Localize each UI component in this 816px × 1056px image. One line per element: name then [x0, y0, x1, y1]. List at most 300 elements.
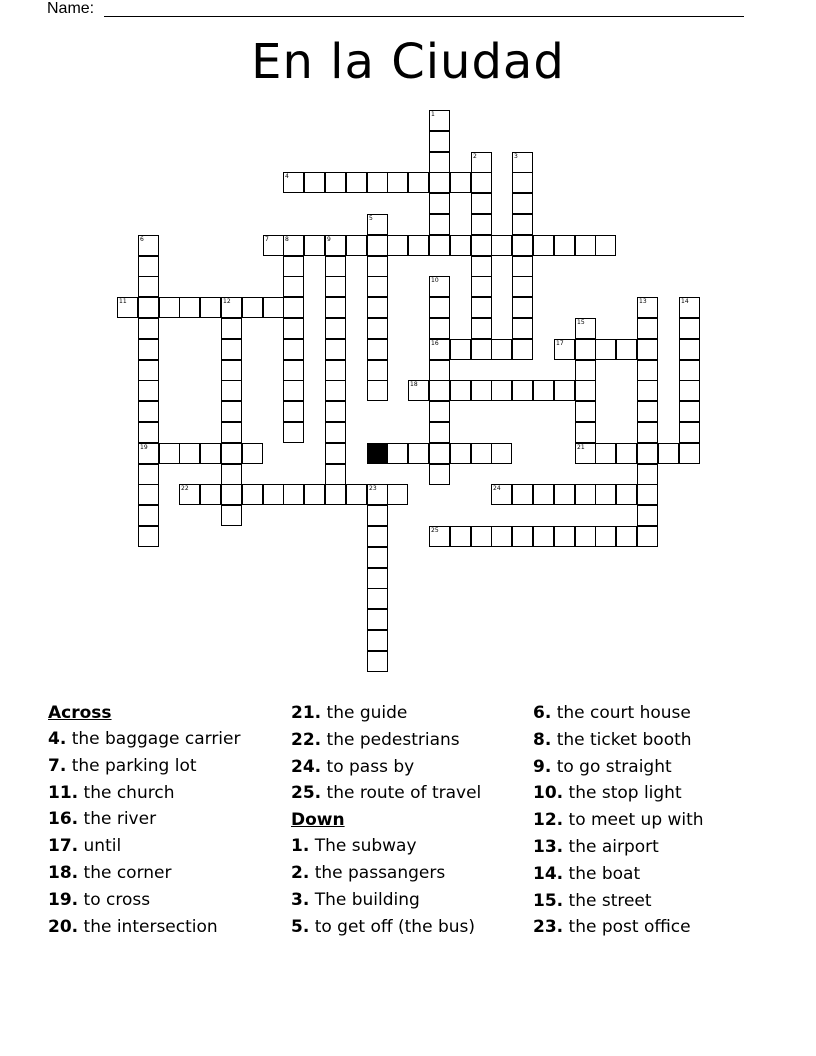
grid-cell[interactable] [221, 318, 242, 339]
clue-text: the church [78, 782, 175, 803]
grid-cell[interactable] [512, 297, 533, 318]
grid-cell[interactable] [429, 526, 450, 547]
grid-cell[interactable] [616, 339, 637, 360]
grid-cell[interactable] [471, 443, 492, 464]
clues-column-2 [291, 700, 526, 940]
grid-cell[interactable] [637, 526, 658, 547]
clue-item [533, 780, 793, 807]
grid-cell[interactable] [138, 443, 159, 464]
grid-cell[interactable] [533, 380, 554, 401]
grid-cell[interactable] [325, 360, 346, 381]
grid-cell[interactable] [283, 256, 304, 277]
grid-cell[interactable] [575, 443, 596, 464]
grid-cell[interactable] [138, 339, 159, 360]
name-label: Name: [47, 0, 95, 17]
grid-cell[interactable] [367, 339, 388, 360]
grid-cell[interactable] [429, 214, 450, 235]
grid-cell[interactable] [491, 380, 512, 401]
clue-item [533, 727, 793, 754]
clue-number: 16 [431, 340, 439, 347]
grid-cell[interactable] [138, 401, 159, 422]
clue-item [533, 888, 793, 915]
grid-cell[interactable] [658, 443, 679, 464]
grid-cell[interactable] [679, 339, 700, 360]
grid-cell[interactable] [554, 339, 575, 360]
clue-number: 10 [431, 277, 439, 284]
grid-cell[interactable] [367, 256, 388, 277]
grid-cell[interactable] [471, 256, 492, 277]
clue-item [48, 914, 283, 941]
clue-text: the parking lot [66, 755, 197, 776]
grid-cell[interactable] [471, 380, 492, 401]
grid-cell[interactable] [367, 380, 388, 401]
clue-number: 13 [639, 298, 647, 305]
grid-cell[interactable] [491, 526, 512, 547]
clue-text: the pedestrians [321, 729, 460, 750]
clue-item [291, 754, 526, 781]
grid-cell[interactable] [138, 484, 159, 505]
grid-cell[interactable] [138, 526, 159, 547]
grid-cell[interactable] [450, 172, 471, 193]
clues-column-1 [48, 700, 283, 940]
grid-cell[interactable] [159, 297, 180, 318]
grid-cell[interactable] [491, 235, 512, 256]
grid-cell[interactable] [533, 235, 554, 256]
clue-text: to go straight [551, 756, 672, 777]
grid-cell[interactable] [637, 422, 658, 443]
clue-text: to cross [78, 889, 151, 910]
grid-cell[interactable] [179, 484, 200, 505]
grid-cell[interactable] [595, 339, 616, 360]
grid-cell[interactable] [429, 131, 450, 152]
grid-cell[interactable] [429, 193, 450, 214]
grid-cell[interactable] [512, 172, 533, 193]
clue-number: 10. [533, 783, 564, 804]
grid-cell[interactable] [429, 339, 450, 360]
grid-cell[interactable] [367, 360, 388, 381]
grid-cell[interactable] [283, 401, 304, 422]
grid-cell[interactable] [387, 484, 408, 505]
grid-cell[interactable] [471, 276, 492, 297]
clue-number: 20. [48, 916, 79, 937]
clue-item [48, 726, 283, 753]
grid-cell[interactable] [429, 401, 450, 422]
grid-cell[interactable] [471, 235, 492, 256]
grid-cell[interactable] [637, 297, 658, 318]
grid-cell[interactable] [179, 297, 200, 318]
clue-item [291, 700, 526, 727]
clue-item [48, 887, 283, 914]
grid-cell[interactable] [138, 464, 159, 485]
grid-cell[interactable] [304, 484, 325, 505]
clue-number: 23. [533, 917, 564, 938]
grid-cell[interactable] [471, 526, 492, 547]
clue-text: the boat [563, 863, 641, 884]
grid-cell[interactable] [575, 235, 596, 256]
black-cell [367, 443, 388, 464]
grid-cell[interactable] [325, 235, 346, 256]
grid-cell[interactable] [429, 380, 450, 401]
grid-cell[interactable] [429, 464, 450, 485]
clue-number: 17. [48, 836, 79, 857]
grid-cell[interactable] [512, 152, 533, 173]
grid-cell[interactable] [138, 380, 159, 401]
grid-cell[interactable] [637, 505, 658, 526]
grid-cell[interactable] [679, 380, 700, 401]
grid-cell[interactable] [325, 172, 346, 193]
grid-cell[interactable] [138, 297, 159, 318]
clue-number: 9. [533, 756, 552, 777]
clue-text: the river [78, 809, 157, 830]
grid-cell[interactable] [575, 318, 596, 339]
grid-cell[interactable] [283, 422, 304, 443]
clue-number: 15 [577, 319, 585, 326]
grid-cell[interactable] [491, 443, 512, 464]
grid-cell[interactable] [408, 443, 429, 464]
grid-cell[interactable] [367, 505, 388, 526]
grid-cell[interactable] [408, 172, 429, 193]
clue-text: the stop light [563, 783, 682, 804]
clue-text: the corner [78, 862, 172, 883]
clue-number: 8. [533, 729, 552, 750]
grid-cell[interactable] [159, 443, 180, 464]
grid-cell[interactable] [512, 339, 533, 360]
grid-cell[interactable] [263, 235, 284, 256]
grid-cell[interactable] [616, 443, 637, 464]
clue-number: 11 [119, 298, 127, 305]
clue-item [533, 807, 793, 834]
grid-cell[interactable] [242, 297, 263, 318]
clue-number: 20 [369, 444, 377, 451]
grid-cell[interactable] [367, 526, 388, 547]
grid-cell[interactable] [429, 235, 450, 256]
clue-number: 3. [291, 889, 310, 910]
clue-item [291, 860, 526, 887]
grid-cell[interactable] [221, 484, 242, 505]
grid-cell[interactable] [325, 443, 346, 464]
grid-cell[interactable] [200, 443, 221, 464]
grid-cell[interactable] [242, 443, 263, 464]
grid-cell[interactable] [679, 297, 700, 318]
clue-number: 13. [533, 836, 564, 857]
clue-text: the baggage carrier [66, 729, 241, 749]
grid-cell[interactable] [325, 401, 346, 422]
clue-number: 3 [514, 153, 518, 160]
grid-cell[interactable] [512, 276, 533, 297]
grid-cell[interactable] [200, 484, 221, 505]
grid-cell[interactable] [554, 235, 575, 256]
grid-cell[interactable] [221, 401, 242, 422]
clue-item [291, 914, 526, 941]
grid-cell[interactable] [387, 172, 408, 193]
grid-cell[interactable] [575, 526, 596, 547]
grid-cell[interactable] [221, 339, 242, 360]
grid-cell[interactable] [367, 276, 388, 297]
clue-text: the intersection [78, 916, 218, 937]
grid-cell[interactable] [367, 651, 388, 672]
grid-cell[interactable] [117, 297, 138, 318]
grid-cell[interactable] [637, 401, 658, 422]
grid-cell[interactable] [554, 526, 575, 547]
clue-number: 1. [291, 836, 310, 857]
clue-number: 6. [533, 703, 552, 723]
clue-text: the post office [563, 917, 691, 938]
puzzle-title: En la Ciudad [251, 34, 565, 90]
grid-cell[interactable] [221, 464, 242, 485]
grid-cell[interactable] [679, 422, 700, 443]
grid-cell[interactable] [138, 318, 159, 339]
clue-item [48, 833, 283, 860]
clue-number: 7 [265, 236, 269, 243]
grid-cell[interactable] [450, 339, 471, 360]
grid-cell[interactable] [429, 152, 450, 173]
clue-number: 19. [48, 889, 79, 910]
clue-number: 22 [181, 485, 189, 492]
grid-cell[interactable] [616, 484, 637, 505]
grid-cell[interactable] [679, 401, 700, 422]
clue-number: 5. [291, 916, 310, 937]
clue-item [48, 860, 283, 887]
grid-cell[interactable] [221, 360, 242, 381]
grid-cell[interactable] [283, 484, 304, 505]
grid-cell[interactable] [221, 422, 242, 443]
grid-cell[interactable] [221, 443, 242, 464]
grid-cell[interactable] [512, 256, 533, 277]
clue-number: 4 [285, 173, 289, 180]
clue-text: to get off (the bus) [309, 916, 475, 937]
clue-number: 16. [48, 809, 79, 830]
grid-cell[interactable] [367, 318, 388, 339]
grid-cell[interactable] [325, 256, 346, 277]
grid-cell[interactable] [367, 214, 388, 235]
clue-number: 7. [48, 755, 67, 776]
clue-number: 24 [493, 485, 501, 492]
grid-cell[interactable] [221, 297, 242, 318]
clue-text: The building [309, 889, 420, 910]
grid-cell[interactable] [512, 235, 533, 256]
grid-cell[interactable] [637, 443, 658, 464]
grid-cell[interactable] [408, 235, 429, 256]
clue-text: until [78, 836, 122, 857]
grid-cell[interactable] [263, 484, 284, 505]
grid-cell[interactable] [283, 276, 304, 297]
clue-number: 18. [48, 862, 79, 883]
grid-cell[interactable] [283, 380, 304, 401]
grid-cell[interactable] [325, 464, 346, 485]
grid-cell[interactable] [595, 526, 616, 547]
clue-number: 23 [369, 485, 377, 492]
grid-cell[interactable] [554, 484, 575, 505]
grid-cell[interactable] [367, 172, 388, 193]
grid-cell[interactable] [637, 339, 658, 360]
grid-cell[interactable] [138, 256, 159, 277]
grid-cell[interactable] [637, 484, 658, 505]
clue-text: The subway [309, 836, 417, 857]
clue-item [48, 753, 283, 780]
grid-cell[interactable] [512, 380, 533, 401]
grid-cell[interactable] [637, 360, 658, 381]
grid-cell[interactable] [283, 297, 304, 318]
grid-cell[interactable] [387, 443, 408, 464]
grid-cell[interactable] [575, 380, 596, 401]
clue-number: 8 [285, 236, 289, 243]
grid-cell[interactable] [471, 339, 492, 360]
grid-cell[interactable] [471, 172, 492, 193]
grid-cell[interactable] [637, 380, 658, 401]
clue-number: 2 [473, 153, 477, 160]
clue-text: to meet up with [563, 810, 704, 831]
clue-number: 1 [431, 111, 435, 118]
grid-cell[interactable] [595, 235, 616, 256]
grid-cell[interactable] [325, 297, 346, 318]
grid-cell[interactable] [283, 339, 304, 360]
grid-cell[interactable] [346, 235, 367, 256]
down-heading: Down [291, 810, 345, 831]
grid-cell[interactable] [616, 526, 637, 547]
clue-item [291, 727, 526, 754]
grid-cell[interactable] [512, 318, 533, 339]
clue-item [533, 700, 793, 727]
grid-cell[interactable] [367, 588, 388, 609]
grid-cell[interactable] [575, 401, 596, 422]
grid-cell[interactable] [429, 443, 450, 464]
grid-cell[interactable] [325, 318, 346, 339]
grid-cell[interactable] [367, 547, 388, 568]
clue-text: the street [563, 890, 652, 911]
grid-cell[interactable] [367, 609, 388, 630]
grid-cell[interactable] [471, 193, 492, 214]
grid-cell[interactable] [554, 380, 575, 401]
grid-cell[interactable] [138, 505, 159, 526]
clue-text: the passangers [309, 862, 446, 883]
grid-cell[interactable] [450, 526, 471, 547]
grid-cell[interactable] [346, 172, 367, 193]
grid-cell[interactable] [325, 276, 346, 297]
clue-item [533, 754, 793, 781]
clue-number: 24. [291, 756, 322, 777]
grid-cell[interactable] [325, 339, 346, 360]
clue-text: the route of travel [321, 783, 482, 804]
clue-item [533, 861, 793, 888]
grid-cell[interactable] [367, 235, 388, 256]
grid-cell[interactable] [408, 380, 429, 401]
grid-cell[interactable] [575, 484, 596, 505]
grid-cell[interactable] [221, 505, 242, 526]
clues-column-3 [533, 700, 793, 941]
clue-item [291, 833, 526, 860]
grid-cell[interactable] [346, 484, 367, 505]
grid-cell[interactable] [512, 526, 533, 547]
grid-cell[interactable] [325, 422, 346, 443]
grid-cell[interactable] [512, 214, 533, 235]
grid-cell[interactable] [367, 484, 388, 505]
grid-cell[interactable] [575, 422, 596, 443]
grid-cell[interactable] [138, 235, 159, 256]
grid-cell[interactable] [595, 443, 616, 464]
grid-cell[interactable] [471, 318, 492, 339]
grid-cell[interactable] [429, 422, 450, 443]
grid-cell[interactable] [637, 318, 658, 339]
clue-item [533, 834, 793, 861]
grid-cell[interactable] [263, 297, 284, 318]
clue-number: 21. [291, 703, 322, 723]
grid-cell[interactable] [491, 339, 512, 360]
grid-cell[interactable] [200, 297, 221, 318]
grid-cell[interactable] [471, 297, 492, 318]
grid-cell[interactable] [679, 443, 700, 464]
grid-cell[interactable] [367, 630, 388, 651]
grid-cell[interactable] [471, 214, 492, 235]
grid-cell[interactable] [325, 484, 346, 505]
clue-number: 18 [410, 381, 418, 388]
grid-cell[interactable] [429, 276, 450, 297]
clue-number: 17 [556, 340, 564, 347]
grid-cell[interactable] [512, 193, 533, 214]
grid-cell[interactable] [304, 235, 325, 256]
grid-cell[interactable] [367, 568, 388, 589]
grid-cell[interactable] [637, 464, 658, 485]
grid-cell[interactable] [242, 484, 263, 505]
grid-cell[interactable] [138, 422, 159, 443]
clue-number: 15. [533, 890, 564, 911]
grid-cell[interactable] [387, 235, 408, 256]
grid-cell[interactable] [429, 360, 450, 381]
grid-cell[interactable] [595, 484, 616, 505]
grid-cell[interactable] [450, 443, 471, 464]
grid-cell[interactable] [283, 172, 304, 193]
grid-cell[interactable] [450, 380, 471, 401]
clue-number: 22. [291, 729, 322, 750]
clue-item [48, 806, 283, 833]
clue-number: 11. [48, 782, 79, 803]
grid-cell[interactable] [429, 297, 450, 318]
grid-cell[interactable] [367, 297, 388, 318]
grid-cell[interactable] [491, 484, 512, 505]
grid-cell[interactable] [575, 360, 596, 381]
grid-cell[interactable] [283, 360, 304, 381]
grid-cell[interactable] [679, 318, 700, 339]
across-heading: Across [48, 703, 112, 723]
clue-number: 5 [369, 215, 373, 222]
clue-number: 2. [291, 862, 310, 883]
clue-number: 25 [431, 527, 439, 534]
clue-text: to pass by [321, 756, 415, 777]
grid-cell[interactable] [533, 526, 554, 547]
grid-cell[interactable] [512, 484, 533, 505]
grid-cell[interactable] [679, 360, 700, 381]
grid-cell[interactable] [429, 318, 450, 339]
grid-cell[interactable] [304, 172, 325, 193]
grid-cell[interactable] [429, 110, 450, 131]
grid-cell[interactable] [179, 443, 200, 464]
grid-cell[interactable] [575, 339, 596, 360]
grid-cell[interactable] [283, 318, 304, 339]
grid-cell[interactable] [138, 360, 159, 381]
clue-text: the ticket booth [551, 729, 692, 750]
grid-cell[interactable] [138, 276, 159, 297]
grid-cell[interactable] [471, 152, 492, 173]
clue-number: 12 [223, 298, 231, 305]
grid-cell[interactable] [429, 172, 450, 193]
grid-cell[interactable] [533, 484, 554, 505]
clue-item [533, 914, 793, 941]
grid-cell[interactable] [283, 235, 304, 256]
grid-cell[interactable] [221, 380, 242, 401]
grid-cell[interactable] [450, 235, 471, 256]
clue-number: 21 [577, 444, 585, 451]
grid-cell[interactable] [325, 380, 346, 401]
clue-number: 14 [681, 298, 689, 305]
